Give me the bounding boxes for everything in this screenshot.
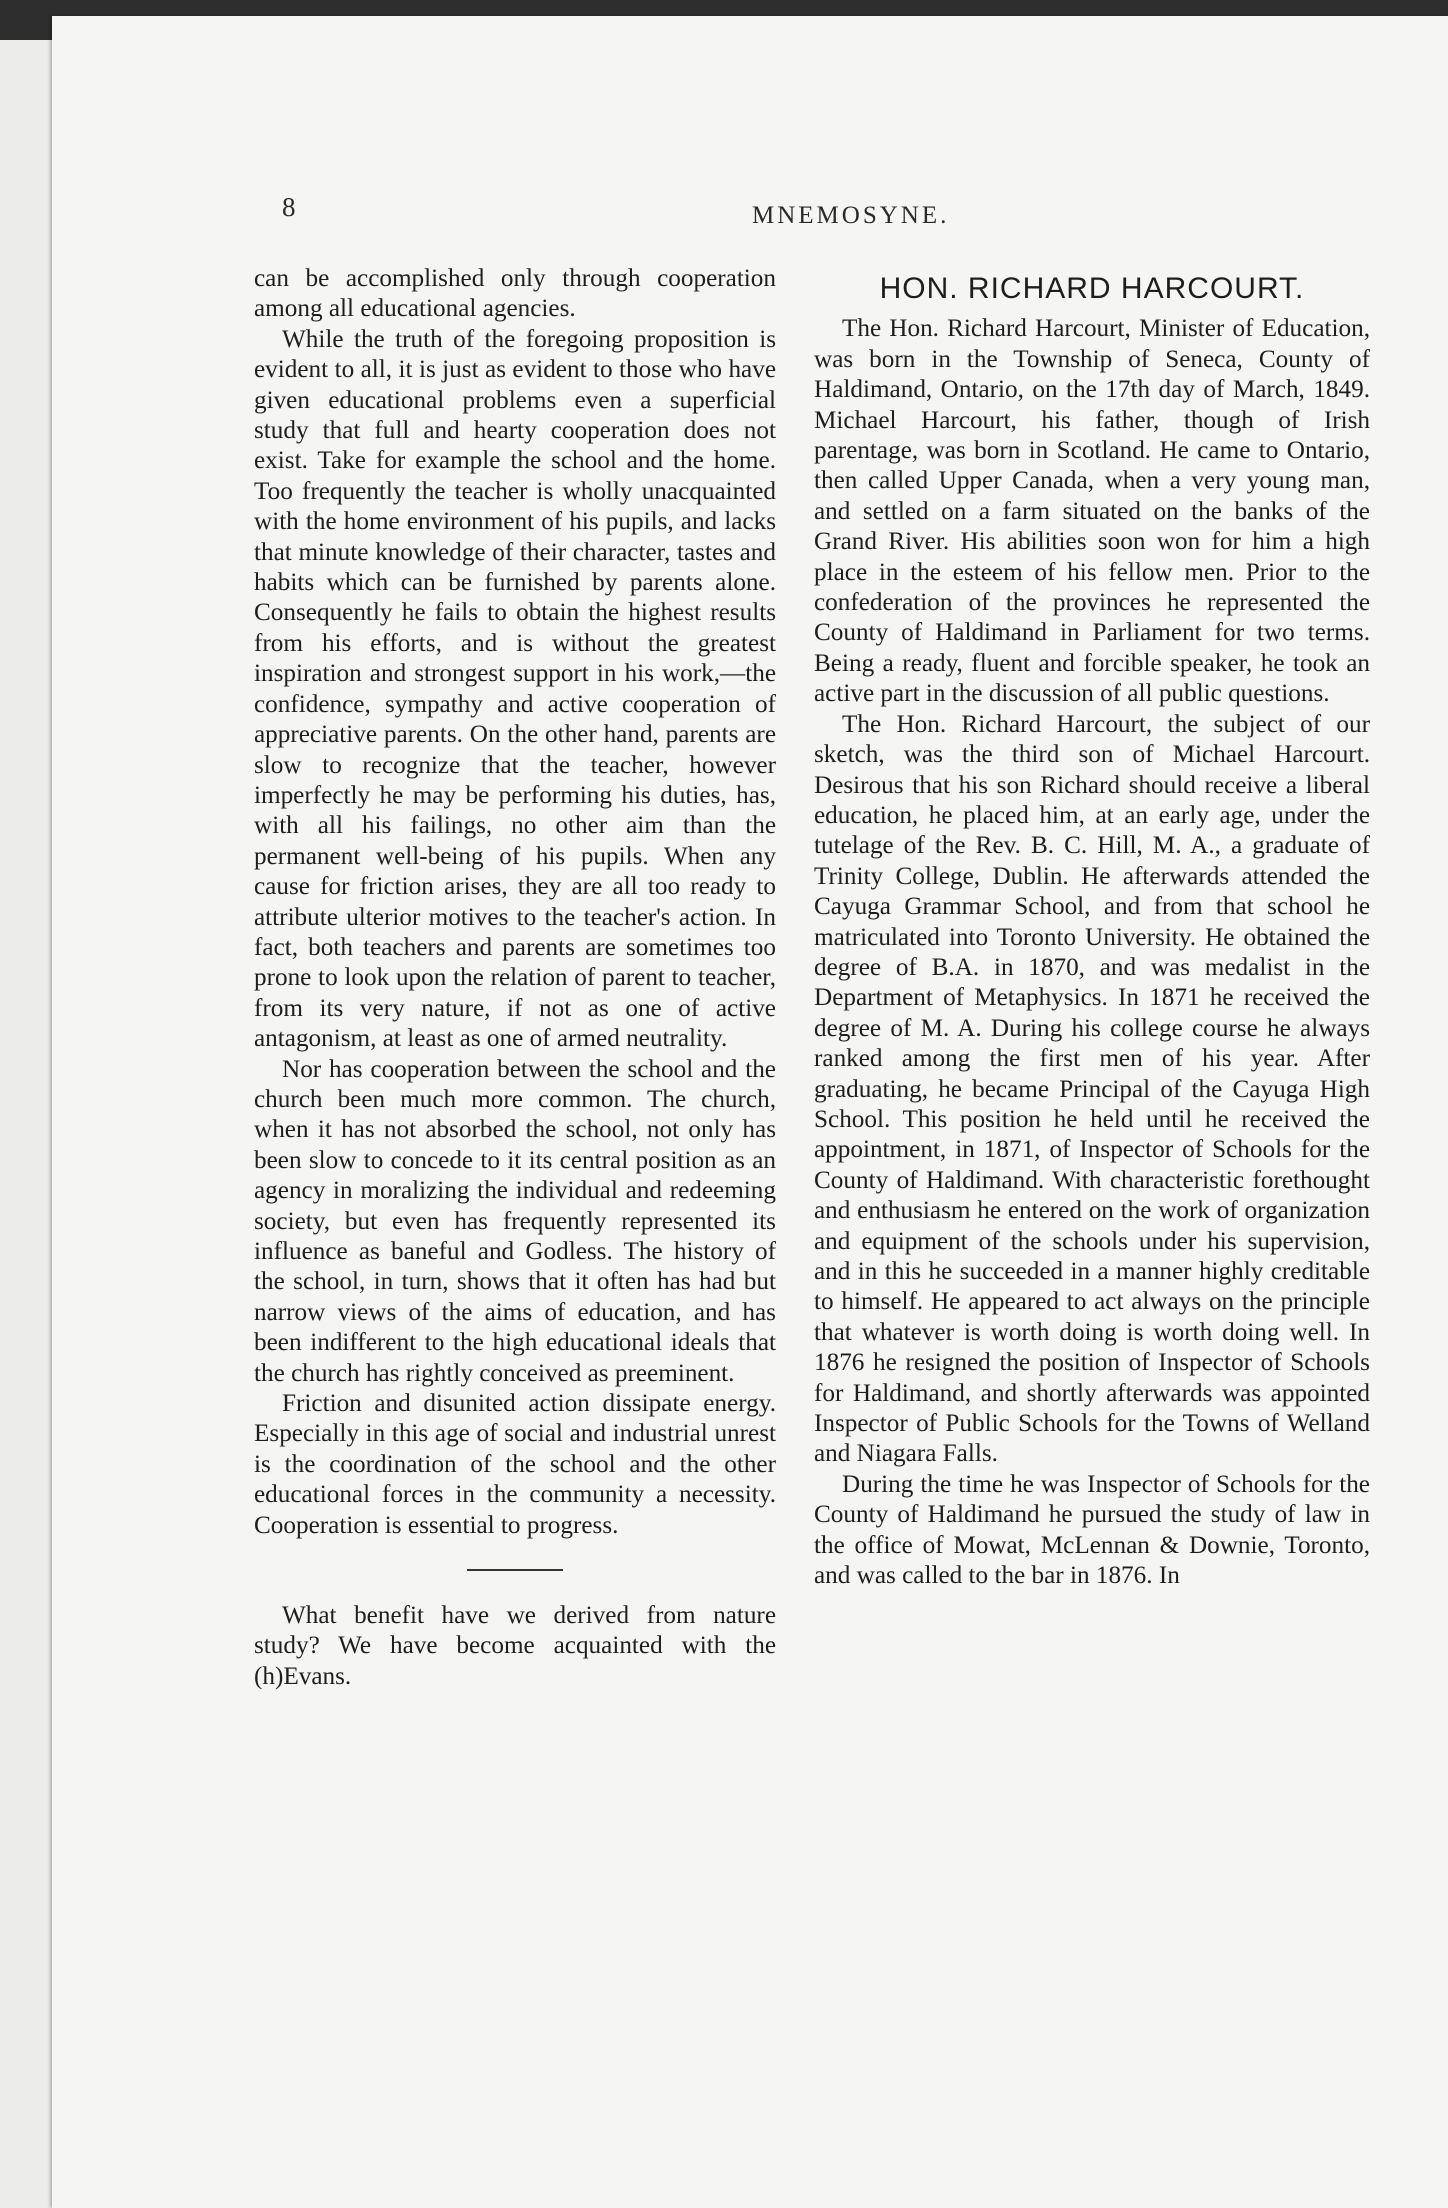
right-column (814, 274, 1370, 1591)
article-title: HON. RICHARD HARCOURT. (879, 272, 1305, 305)
paragraph: can be accomplished only through cooperation among all educational agencies. (254, 265, 776, 323)
running-head: MNEMOSYNE. (752, 202, 950, 229)
paragraph: The Hon. Richard Harcourt, the subject of our sketch, was the third son of Michael Harcourt. Desirous that his son Richard should receive a liberal education, he placed him, at an early age, under the tutelage of the Rev. B. C. Hill, M. A., a graduate of Trinity College, Dublin. He afterwards attended the Cayuga Grammar School, and from that school he matriculated into Toronto University. He obtained the degree of B.A. in 1870, and was medalist in the Department of Metaphysics. In 1871 he received the degree of M. A. During his college course he always ranked among the first men of his year. After graduating, he became Principal of the Cayuga High School. This position he held until he received the appointment, in 1871, of Inspector of Schools for the County of Haldimand. With characteristic forethought and enthusiasm he entered on the work of organization and equipment of the schools under his supervision, and in this he succeeded in a manner highly creditable to himself. He appeared to act always on the principle that whatever is worth doing is worth doing well. In 1876 he resigned the position of Inspector of Schools for Haldimand, and shortly afterwards was appointed Inspector of Public Schools for the Towns of Welland and Niagara Falls. (814, 710, 1370, 1468)
paragraph: While the truth of the foregoing proposition is evident to all, it is just as evident to those who have given educational problems even a superficial study that full and hearty cooperation does not exist. Take for example the school and the home. Too frequently the teacher is wholly unacquainted with the home environment of his pupils, and lacks that minute knowledge of their character, tastes and habits which can be furnished by parents alone. Consequently he fails to obtain the highest results from his efforts, and is without the greatest inspiration and strongest support in his work,—the confidence, sympathy and active cooperation of appreciative parents. On the other hand, parents are slow to recognize that the teacher, however imperfectly he may be performing his duties, has, with all his failings, no other aim than the permanent well-being of his pupils. When any cause for friction arises, they are all too ready to attribute ulterior motives to the teacher's action. In fact, both teachers and parents are sometimes too prone to look upon the relation of parent to teacher, from its very nature, if not as one of active antagonism, at least as one of armed neutrality. (254, 325, 776, 1053)
left-column (254, 264, 776, 1692)
paragraph: Nor has cooperation between the school and the church been much more common. The church, when it has not absorbed the school, not only has been slow to concede to it its central position as an agency in moralizing the individual and redeeming society, but even has frequently represented its influence as baneful and Godless. The history of the school, in turn, shows that it often has had but narrow views of the aims of education, and has been indifferent to the high educational ideals that the church has rightly conceived as preeminent. (254, 1055, 776, 1387)
paragraph: During the time he was Inspector of Schools for the County of Haldimand he pursued the study of law in the office of Mowat, McLennan & Downie, Toronto, and was called to the bar in 1876. In (814, 1470, 1370, 1590)
paragraph: Friction and disunited action dissipate energy. Especially in this age of social and industrial unrest is the coordination of the school and the other educational forces in the community a necessity. Cooperation is essential to progress. (254, 1390, 776, 1539)
page-number: 8 (282, 192, 296, 222)
page-sheet (52, 16, 1448, 2208)
closing-note: What benefit have we derived from nature study? We have become acquainted with the (h)Evans. (254, 1602, 776, 1690)
paragraph: The Hon. Richard Harcourt, Minister of Education, was born in the Township of Seneca, County of Haldimand, Ontario, on the 17th day of March, 1849. Michael Harcourt, his father, though of Irish parentage, was born in Scotland. He came to Ontario, then called Upper Canada, when a very young man, and settled on a farm situated on the banks of the Grand River. His abilities soon won for him a high place in the esteem of his fellow men. Prior to the confederation of the provinces he represented the County of Haldimand in Parliament for two terms. Being a ready, fluent and forcible speaker, he took an active part in the discussion of all public questions. (814, 315, 1370, 708)
section-divider (467, 1569, 563, 1571)
